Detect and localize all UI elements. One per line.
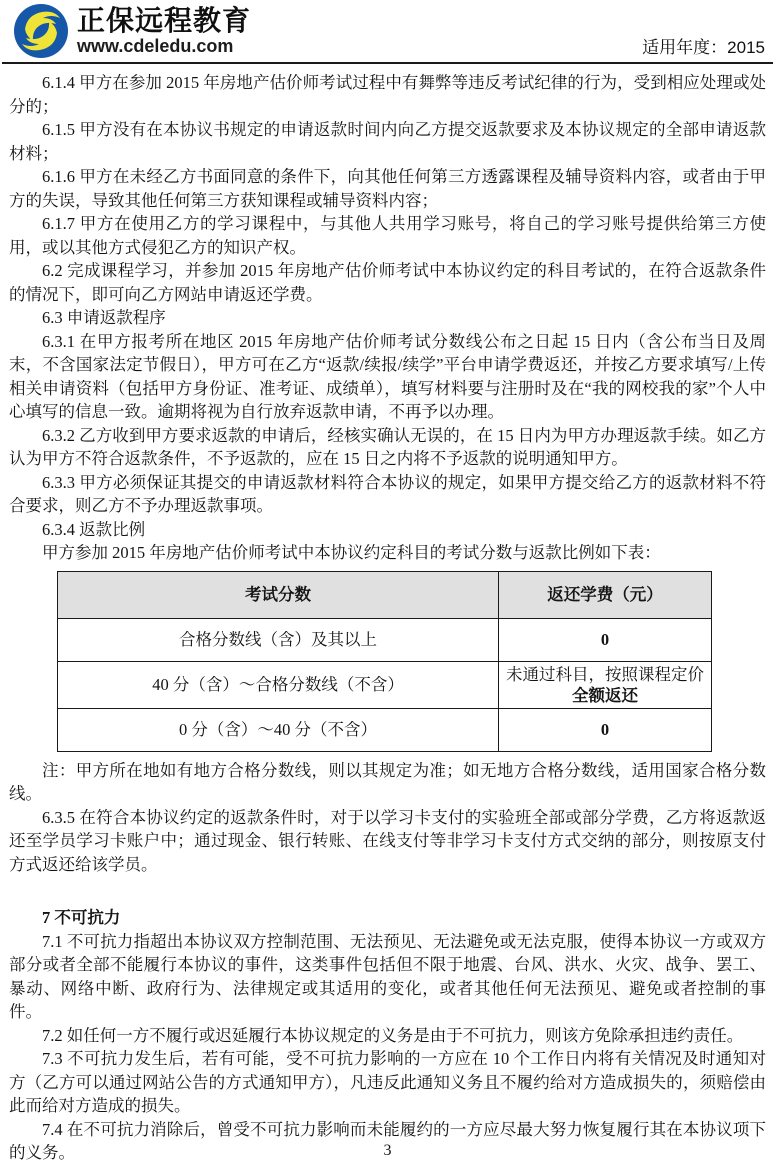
table-row <box>58 661 712 708</box>
paragraph-6-1-6: 6.1.6 甲方在未经乙方书面同意的条件下，向其他任何第三方透露课程及辅导资料内容，或者由于甲方的失误，导致其他任何第三方获知课程或辅导资料内容； <box>9 167 766 210</box>
table-row <box>58 708 712 751</box>
page-header <box>0 0 775 62</box>
table-note: 注：甲方所在地如有地方合格分数线，则以其规定为准；如无地方合格分数线，适用国家合格分数线。 <box>9 760 766 803</box>
score-range-cell: 合格分数线（含）及其以上 <box>58 618 499 661</box>
column-header-refund-amount: 返还学费（元） <box>499 571 712 618</box>
page-footer <box>0 1142 775 1160</box>
heading-6-3-4: 6.3.4 返款比例 <box>42 519 146 539</box>
paragraph-6-3-5: 6.3.5 在符合本协议约定的返款条件时，对于以学习卡支付的实验班全部或部分学费，乙方将返款返还至学员学习卡账户中；通过现金、银行转账、在线支付等非学习卡支付方式交纳的部分，则按原支付方式返还给该学员。 <box>9 807 766 874</box>
paragraph-6-1-5: 6.1.5 甲方没有在本协议书规定的申请返款时间内向乙方提交返款要求及本协议规定的全部申请返款材料； <box>9 120 766 163</box>
applicable-year-label: 适用年度：2015 <box>642 38 765 57</box>
paragraph-6-3-1: 6.3.1 在甲方报考所在地区 2015 年房地产估价师考试分数线公布之日起 15 日内（含公布当日及周末，不含国家法定节假日），甲方可在乙方“返款/续报/续学”平台申请学费返还，并按乙方要求填写/上传相关申请资料（包括甲方身份证、准考证、成绩单），填写材料要与注册时及在“我的网校我的家”个人中心填写的信息一致。逾期将视为自行放弃返款申请，不再予以办理。 <box>9 331 766 421</box>
refund-text-line1: 未通过科目，按照课程定价 <box>506 664 704 684</box>
paragraph-7-2: 7.2 如任何一方不履行或迟延履行本协议规定的义务是由于不可抗力，则该方免除承担违约责任。 <box>42 1025 744 1045</box>
paragraph-6-1-7: 6.1.7 甲方在使用乙方的学习课程中，与其他人共用学习账号，将自己的学习账号提供给第三方使用，或以其他方式侵犯乙方的知识产权。 <box>9 214 766 257</box>
document-body <box>0 64 775 1165</box>
table-header-row <box>58 571 712 618</box>
refund-value-cell: 0 <box>499 708 712 751</box>
brand-logo-icon <box>13 3 69 59</box>
brand-block <box>13 3 251 59</box>
heading-6-3: 6.3 申请返款程序 <box>42 308 166 327</box>
paragraph-7-3: 7.3 不可抗力发生后，若有可能，受不可抗力影响的一方应在 10 个工作日内将有关情况及时通知对方（乙方可以通过网站公告的方式通知甲方），凡违反此通知义务且不履约给对方造成损失的，须赔偿由此而给对方造成的损失。 <box>9 1049 766 1115</box>
brand-name: 正保远程教育 <box>77 4 252 36</box>
brand-url: www.cdeledu.com <box>77 35 234 56</box>
paragraph-6-3-2: 6.3.2 乙方收到甲方要求返款的申请后，经核实确认无误的，在 15 日内为甲方办理返款手续。如乙方认为甲方不符合返款条件，不予返款的，应在 15 日之内将不予返款的说明通知甲方。 <box>9 425 766 468</box>
column-header-exam-score: 考试分数 <box>58 571 499 618</box>
paragraph-6-2: 6.2 完成课程学习，并参加 2015 年房地产估价师考试中本协议约定的科目考试的，在符合返款条件的情况下，即可向乙方网站申请返还学费。 <box>9 261 766 304</box>
score-range-cell: 40 分（含）～合格分数线（不含） <box>58 661 499 708</box>
table-row <box>58 618 712 661</box>
heading-7: 7 不可抗力 <box>42 908 121 927</box>
page-number: 3 <box>383 1142 392 1159</box>
paragraph-6-1-4: 6.1.4 甲方在参加 2015 年房地产估价师考试过程中有舞弊等违反考试纪律的行为，受到相应处理或处分的； <box>9 73 766 116</box>
refund-value-cell <box>499 661 712 708</box>
refund-value-cell: 0 <box>499 618 712 661</box>
table-intro: 甲方参加 2015 年房地产估价师考试中本协议约定科目的考试分数与返款比例如下表： <box>42 543 661 562</box>
score-range-cell: 0 分（含）～40 分（不含） <box>58 708 499 751</box>
brand-text <box>77 6 251 57</box>
refund-ratio-table <box>57 571 712 752</box>
paragraph-7-1: 7.1 不可抗力指超出本协议双方控制范围、无法预见、无法避免或无法克服，使得本协议一方或双方部分或者全部不能履行本协议的事件，这类事件包括但不限于地震、台风、洪水、火灾、战争、罢工、暴动、网络中断、政府行为、法律规定或其适用的变化，或者其他任何无法预见、避免或者控制的事件。 <box>9 931 766 1021</box>
paragraph-7-4: 7.4 在不可抗力消除后，曾受不可抗力影响而未能履约的一方应尽最大努力恢复履行其在本协议项下的义务。 <box>9 1119 766 1162</box>
paragraph-6-3-3: 6.3.3 甲方必须保证其提交的申请返款材料符合本协议的规定，如果甲方提交给乙方的返款材料不符合要求，则乙方不予办理返款事项。 <box>9 472 766 515</box>
refund-text-line2: 全额返还 <box>572 685 638 705</box>
